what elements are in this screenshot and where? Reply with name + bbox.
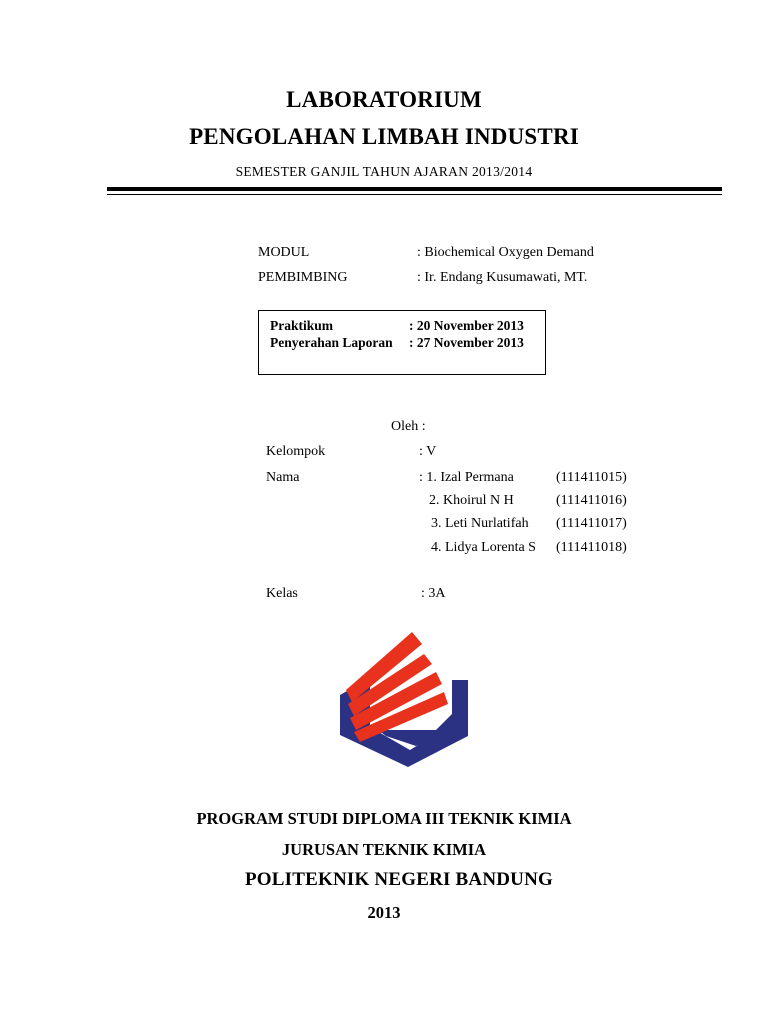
member-nim: (111411018): [556, 540, 627, 555]
footer-jurusan: JURUSAN TEKNIK KIMIA: [281, 840, 487, 859]
footer-year: 2013: [367, 903, 401, 922]
member-nim: (111411015): [556, 470, 627, 485]
modul-value: : Biochemical Oxygen Demand: [417, 245, 594, 260]
penyerahan-value: : 27 November 2013: [409, 335, 524, 350]
member-name: 2. Khoirul N H: [429, 493, 514, 508]
footer-program-studi: PROGRAM STUDI DIPLOMA III TEKNIK KIMIA: [196, 809, 572, 828]
kelas-value: : 3A: [421, 586, 446, 601]
kelompok-value: : V: [419, 444, 437, 459]
oleh-label: Oleh :: [391, 419, 426, 434]
semester-label: SEMESTER GANJIL TAHUN AJARAN 2013/2014: [235, 164, 533, 179]
penyerahan-label: Penyerahan Laporan: [270, 335, 393, 350]
praktikum-label: Praktikum: [270, 318, 334, 333]
modul-label: MODUL: [258, 245, 310, 260]
footer-institution: POLITEKNIK NEGERI BANDUNG: [245, 869, 553, 890]
title-laboratorium: LABORATORIUM: [286, 87, 482, 112]
divider-thick: [107, 187, 722, 191]
member-nim: (111411016): [556, 493, 627, 508]
member-name: 3. Leti Nurlatifah: [431, 516, 529, 531]
pembimbing-label: PEMBIMBING: [258, 270, 348, 285]
praktikum-value: : 20 November 2013: [409, 318, 524, 333]
nama-label: Nama: [266, 470, 300, 485]
title-lab-name: PENGOLAHAN LIMBAH INDUSTRI: [189, 124, 579, 149]
member-name: : 1. Izal Permana: [419, 470, 514, 485]
polban-logo-icon: [340, 632, 468, 767]
member-nim: (111411017): [556, 516, 627, 531]
kelas-label: Kelas: [266, 586, 298, 601]
pembimbing-value: : Ir. Endang Kusumawati, MT.: [417, 270, 588, 285]
divider-thin: [107, 194, 722, 195]
kelompok-label: Kelompok: [266, 444, 326, 459]
member-name: 4. Lidya Lorenta S: [431, 540, 536, 555]
